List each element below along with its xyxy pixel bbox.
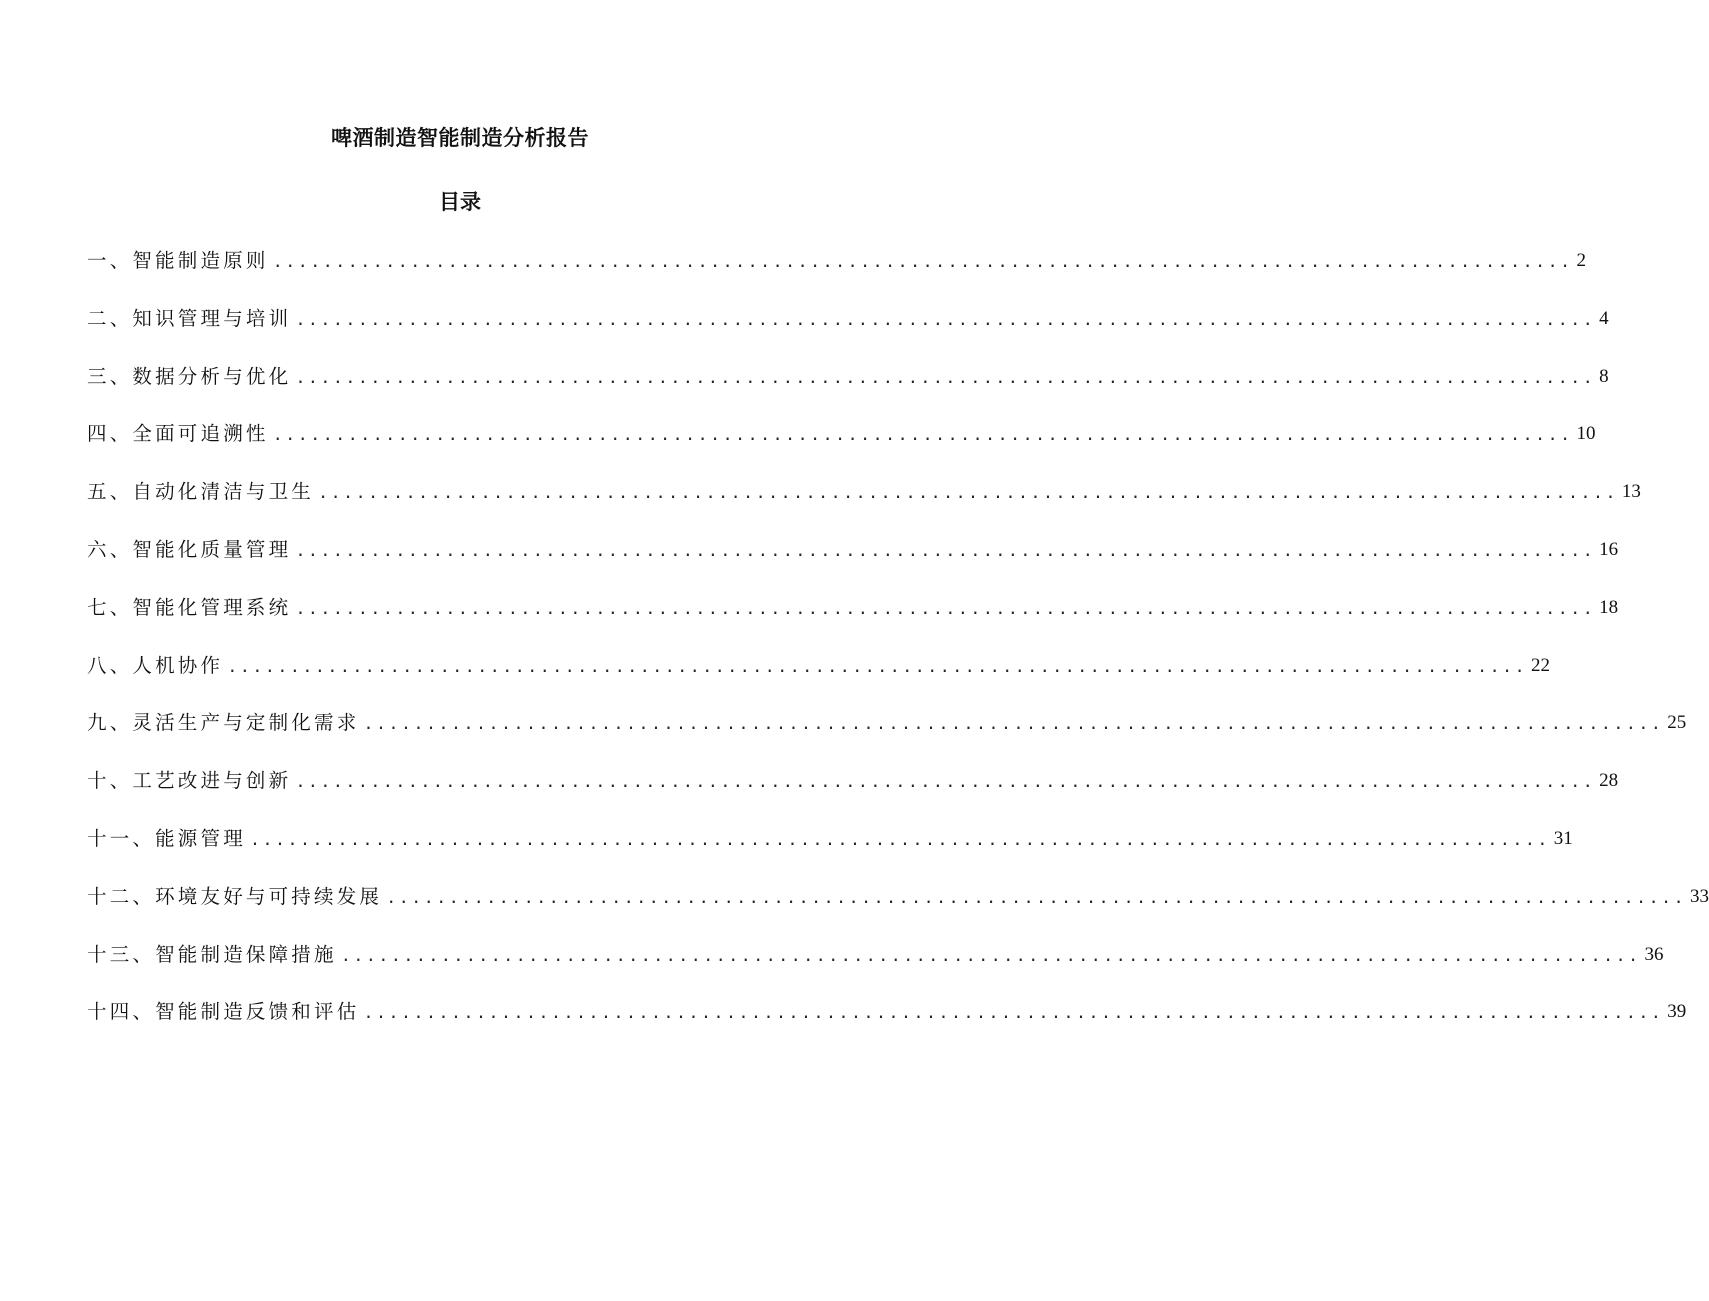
toc-dot-leader: ........................................................................................................ [297,364,1598,388]
toc-entry-label: 九、灵活生产与定制化需求 [87,711,360,735]
toc-dot-leader: ........................................................................................................ [365,1000,1666,1024]
toc-entry-label: 二、知识管理与培训 [87,306,292,330]
toc-page-number: 16 [1599,538,1619,560]
table-of-contents [87,248,1709,1025]
toc-page-number: 10 [1576,423,1596,445]
toc-entry-label: 十一、能源管理 [87,826,246,850]
toc-dot-leader: ........................................................................................................ [365,711,1666,735]
toc-page-number: 13 [1621,481,1641,503]
toc-dot-leader: ........................................................................................................ [297,595,1598,619]
toc-entry[interactable] [87,447,1641,505]
toc-entry[interactable] [87,679,1687,737]
toc-page-number: 33 [1689,885,1709,907]
toc-dot-leader: ........................................................................................................ [297,537,1598,561]
toc-dot-leader: ........................................................................................................ [274,249,1575,272]
toc-page-number: 31 [1553,827,1573,849]
toc-page-number: 36 [1644,943,1664,965]
toc-dot-leader: ........................................................................................................ [297,769,1598,793]
toc-entry-label: 八、人机协作 [87,653,224,677]
toc-entry-label: 十二、环境友好与可持续发展 [87,884,383,908]
toc-entry[interactable] [87,505,1619,563]
toc-entry[interactable] [87,332,1609,390]
toc-dot-leader: ........................................................................................................ [388,884,1688,908]
toc-dot-leader: ........................................................................................................ [297,306,1598,330]
toc-dot-leader: ........................................................................................................ [320,480,1620,504]
toc-entry[interactable] [87,968,1687,1026]
toc-entry[interactable] [87,852,1709,910]
toc-page-number: 28 [1599,770,1619,792]
toc-entry-label: 一、智能制造原则 [87,249,269,272]
toc-page-number: 2 [1576,250,1586,271]
toc-page-number: 4 [1599,307,1609,329]
toc-dot-leader: ........................................................................................................ [251,826,1552,850]
toc-page-number: 18 [1599,596,1619,618]
document-title: 啤酒制造智能制造分析报告 [331,126,589,150]
toc-entry-label: 三、数据分析与优化 [87,364,292,388]
toc-entry[interactable] [87,563,1619,621]
toc-entry[interactable] [87,910,1664,968]
toc-entry[interactable] [87,736,1619,794]
toc-heading: 目录 [439,190,481,214]
toc-dot-leader: ........................................................................................................ [229,653,1530,677]
toc-entry[interactable] [87,248,1586,274]
toc-page-number: 22 [1531,654,1551,676]
toc-entry[interactable] [87,390,1596,448]
toc-entry-label: 六、智能化质量管理 [87,537,292,561]
toc-entry-label: 七、智能化管理系统 [87,595,292,619]
toc-page-number: 39 [1667,1001,1687,1023]
toc-dot-leader: ........................................................................................................ [274,422,1575,446]
toc-entry-label: 十四、智能制造反馈和评估 [87,1000,360,1024]
toc-entry-label: 五、自动化清洁与卫生 [87,480,315,504]
toc-entry-label: 四、全面可追溯性 [87,422,269,446]
toc-entry-label: 十三、智能制造保障措施 [87,942,337,966]
toc-page-number: 25 [1667,712,1687,734]
toc-entry-label: 十、工艺改进与创新 [87,769,292,793]
toc-entry[interactable] [87,621,1551,679]
toc-entry[interactable] [87,794,1573,852]
toc-dot-leader: ........................................................................................................ [342,942,1643,966]
toc-entry[interactable] [87,274,1609,332]
toc-page-number: 8 [1599,365,1609,387]
